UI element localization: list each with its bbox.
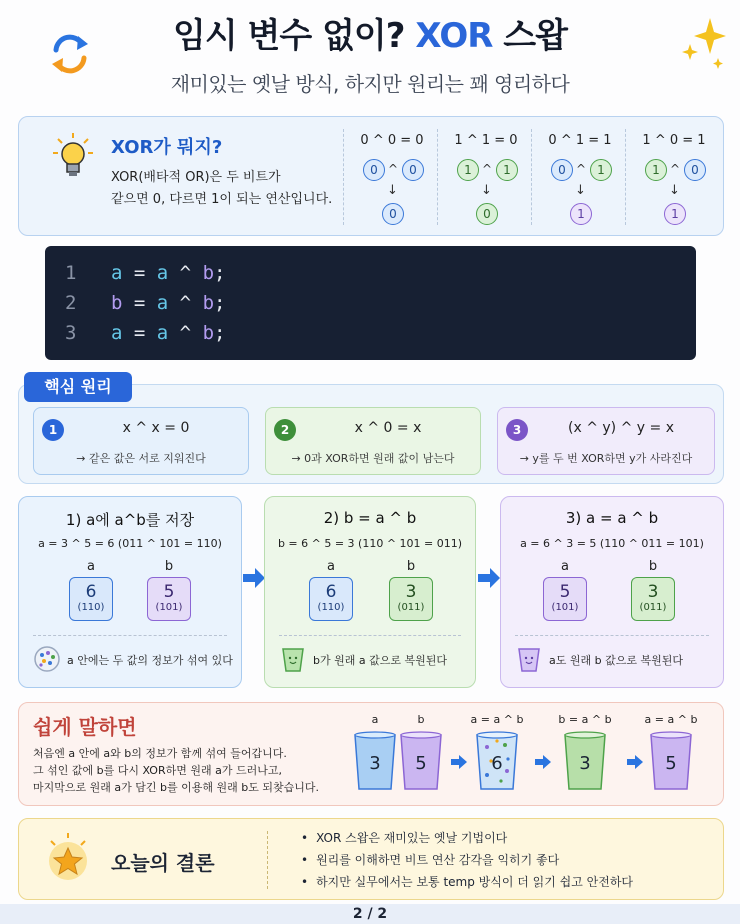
page-subtitle: 재미있는 옛날 방식, 하지만 원리는 꽤 영리하다 — [170, 72, 570, 96]
page-title: 임시 변수 없이? XOR 스왑 — [173, 16, 567, 56]
step-note: b가 원래 a 값으로 복원된다 — [313, 654, 447, 667]
cup-label: a = a ^ b — [644, 713, 698, 726]
rule-1 — [33, 407, 249, 475]
var-a-box: 6 (110) — [309, 577, 353, 621]
list-item: • XOR 스왑은 재미있는 옛날 기법이다 — [301, 827, 633, 849]
var-label: b — [648, 559, 658, 574]
code-block — [45, 246, 696, 360]
step-1-card — [18, 496, 242, 688]
rule-explanation: → 0과 XOR하면 원래 값이 남는다 — [291, 452, 455, 465]
header — [0, 0, 740, 110]
var-a-box: 5 (101) — [543, 577, 587, 621]
var-label: a — [87, 559, 95, 574]
easy-explanation-card — [18, 702, 724, 806]
cup-b-restored: 3 — [563, 731, 607, 791]
list-item: • 하지만 실무에서는 보통 temp 방식이 더 읽기 쉽고 안전하다 — [301, 871, 633, 893]
right-arrow-icon — [243, 568, 265, 588]
cup-label: b — [417, 713, 425, 726]
code-line: 3 a = a ^ b; — [65, 322, 226, 344]
conclusion-title: 오늘의 결론 — [111, 851, 215, 875]
step-3-card — [500, 496, 724, 688]
var-label: b — [406, 559, 416, 574]
rule-number: 1 — [42, 419, 64, 441]
rule-3 — [497, 407, 715, 475]
page-indicator: 2 / 2 — [0, 904, 740, 924]
right-arrow-icon — [627, 755, 643, 769]
rule-explanation: → y를 두 번 XOR하면 y가 사라진다 — [519, 452, 693, 465]
right-arrow-icon — [451, 755, 467, 769]
var-b-box: 3 (011) — [389, 577, 433, 621]
step-title: 1) a에 a^b를 저장 — [65, 511, 195, 529]
rule-explanation: → 같은 값은 서로 지워진다 — [76, 452, 206, 465]
var-label: a — [327, 559, 335, 574]
rule-equation: x ^ x = 0 — [122, 420, 190, 436]
easy-text: 처음엔 a 안에 a와 b의 정보가 함께 섞여 들어갑니다. 그 섞인 값에 b를 다시 XOR하면 원래 a가 드러나고, 마지막으로 원래 a가 담긴 b를 이용해 원래 b도 되찾습니다. — [33, 747, 319, 794]
cup-label: a — [371, 713, 379, 726]
cup-a: 3 — [353, 731, 397, 791]
step-calc: b = 6 ^ 5 = 3 (110 ^ 101 = 011) — [277, 537, 463, 550]
purple-cup-icon — [515, 645, 543, 673]
star-icon — [45, 833, 91, 883]
truth-case-1-0: 1 ^ 0 = 1 1 ^ 0 ↓ 1 — [627, 117, 721, 237]
rule-number: 3 — [506, 419, 528, 441]
mixed-dots-icon — [33, 645, 61, 673]
core-principles-label: 핵심 원리 — [24, 372, 132, 402]
xor-definition-card — [18, 116, 724, 236]
step-note: a 안에는 두 값의 정보가 섞여 있다 — [67, 654, 233, 667]
lightbulb-icon — [53, 133, 93, 181]
step-calc: a = 3 ^ 5 = 6 (011 ^ 101 = 110) — [38, 537, 222, 550]
list-item: • 원리를 이해하면 비트 연산 감각을 익히기 좋다 — [301, 849, 633, 871]
cup-mixed: 6 — [475, 731, 519, 791]
step-2-card — [264, 496, 476, 688]
right-arrow-icon — [478, 568, 500, 588]
right-arrow-icon — [535, 755, 551, 769]
code-line: 2 b = a ^ b; — [65, 292, 226, 314]
xor-definition-title: XOR가 뭐지? — [111, 137, 223, 158]
rule-number: 2 — [274, 419, 296, 441]
var-a-box: 6 (110) — [69, 577, 113, 621]
rule-equation: x ^ 0 = x — [354, 420, 422, 436]
truth-case-0-0: 0 ^ 0 = 0 0 ^ 0 ↓ 0 — [345, 117, 439, 237]
rule-equation: (x ^ y) ^ y = x — [568, 420, 674, 436]
var-b-box: 3 (011) — [631, 577, 675, 621]
var-label: a — [561, 559, 569, 574]
code-line: 1 a = a ^ b; — [65, 262, 226, 284]
easy-title: 쉽게 말하면 — [33, 715, 137, 739]
truth-case-0-1: 0 ^ 1 = 1 0 ^ 1 ↓ 1 — [533, 117, 627, 237]
cup-label: a = a ^ b — [470, 713, 524, 726]
rule-2 — [265, 407, 481, 475]
step-calc: a = 6 ^ 3 = 5 (110 ^ 011 = 101) — [520, 537, 704, 550]
green-cup-icon — [279, 645, 307, 673]
step-title: 2) b = a ^ b — [323, 509, 417, 527]
sparkle-icon — [680, 14, 728, 70]
step-title: 3) a = a ^ b — [565, 509, 659, 527]
var-label: b — [164, 559, 174, 574]
cup-b: 5 — [399, 731, 443, 791]
conclusion-list — [301, 827, 633, 893]
truth-case-1-1: 1 ^ 1 = 0 1 ^ 1 ↓ 0 — [439, 117, 533, 237]
step-note: a도 원래 b 값으로 복원된다 — [549, 654, 683, 667]
var-b-box: 5 (101) — [147, 577, 191, 621]
cup-a-restored: 5 — [649, 731, 693, 791]
cup-label: b = a ^ b — [558, 713, 612, 726]
conclusion-card — [18, 818, 724, 900]
xor-definition-text: XOR(배타적 OR)은 두 비트가 같으면 0, 다르면 1이 되는 연산입니다. — [111, 170, 333, 207]
